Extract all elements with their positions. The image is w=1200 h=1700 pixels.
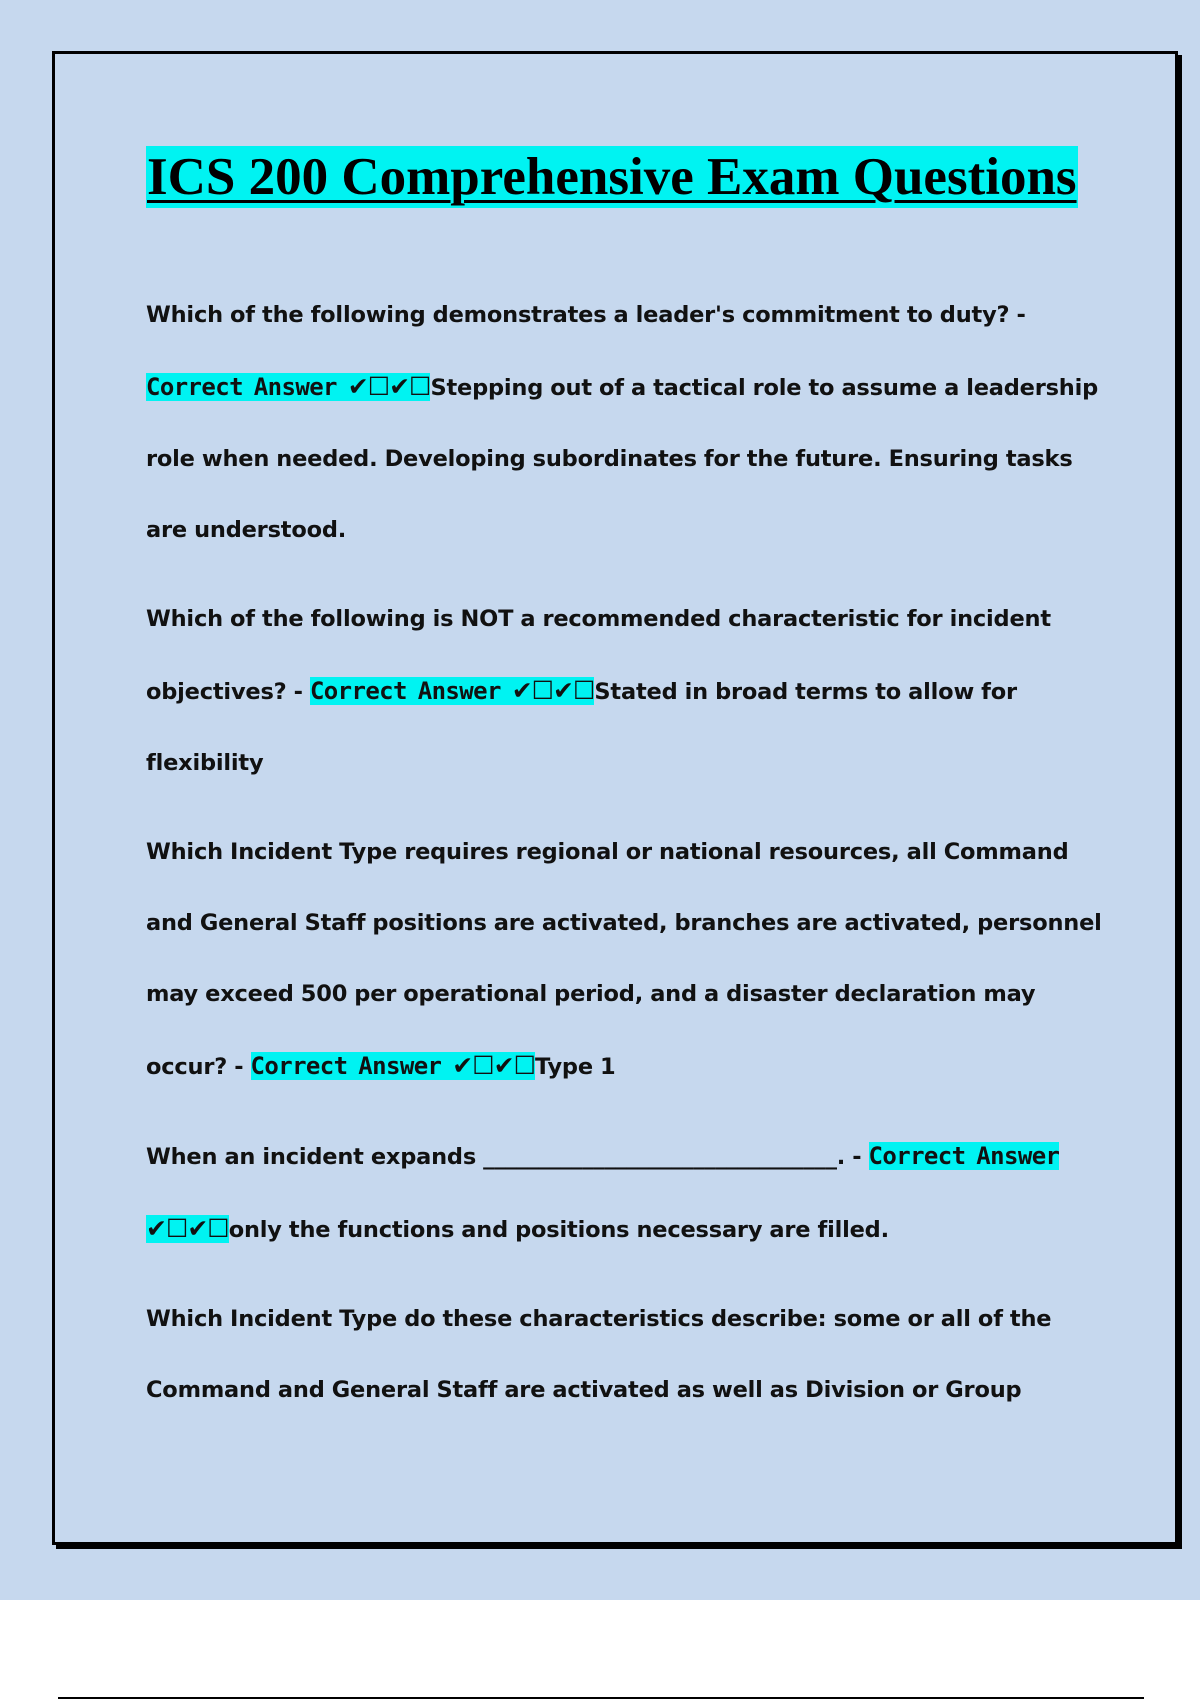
correct-answer-label: Correct Answer [309, 677, 501, 705]
correct-answer-badge [310, 677, 594, 705]
correct-answer-label: Correct Answer [868, 1142, 1060, 1170]
question-item [146, 817, 1106, 1103]
question-text: Which Incident Type requires regional or national resources, all Command and General Staff positions are activated, branches are activated, personnel may exceed 500 per operational period, and a disaster declaration may occur? - [146, 839, 1102, 1080]
correct-answer-badge [146, 373, 430, 401]
answer-text: only the functions and positions necessary are filled. [228, 1217, 889, 1243]
checkmark-icon: ✔☐✔☐ [452, 1051, 535, 1080]
checkmark-icon: ✔☐✔☐ [347, 372, 431, 401]
answer-text: Type 1 [534, 1054, 616, 1080]
question-text: Which of the following is NOT a recommended characteristic for incident objectives? - [146, 606, 1051, 705]
page-divider [58, 1697, 1144, 1699]
correct-answer-badge [251, 1052, 535, 1080]
question-item [146, 1284, 1106, 1426]
question-item [146, 1121, 1106, 1266]
checkmark-icon: ✔☐✔☐ [511, 676, 595, 705]
question-list [146, 280, 1106, 1426]
answer-text: Stepping out of a tactical role to assume a leadership role when needed. Developing subordinates for the future. Ensuring tasks are understood. [146, 375, 1099, 543]
question-item [146, 584, 1106, 799]
correct-answer-label: Correct Answer [146, 373, 337, 401]
correct-answer-label: Correct Answer [250, 1052, 442, 1080]
checkmark-icon: ✔☐✔☐ [146, 1214, 229, 1243]
document-title: ICS 200 Comprehensive Exam Questions [147, 148, 1077, 206]
question-text: When an incident expands ________________________________. - [146, 1144, 862, 1170]
answer-text: Stated in broad terms to allow for flexibility [146, 679, 1017, 776]
question-text: Which Incident Type do these characteristics describe: some or all of the Command and General Staff are activated as well as Division or Group [146, 1306, 1052, 1403]
question-text: Which of the following demonstrates a leader's commitment to duty? - [146, 302, 1026, 328]
question-item [146, 280, 1106, 566]
